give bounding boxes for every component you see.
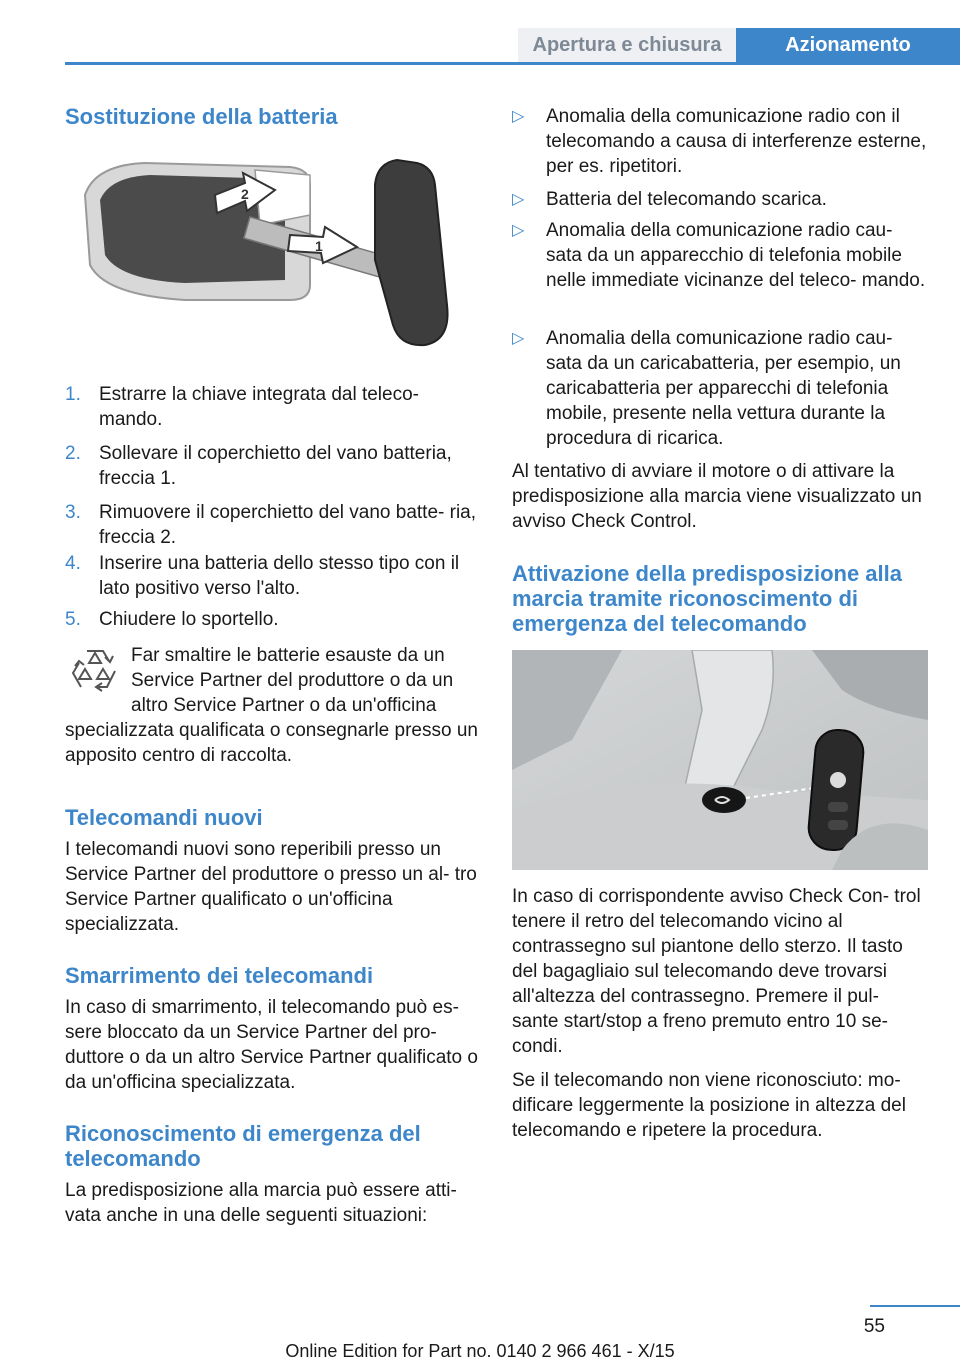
paragraph-new-remotes: I telecomandi nuovi sono reperibili presso un Service Partner del produttore o presso un al‐ tro Service Partner qualificato o un'officina specializzata. [65,839,477,935]
bullet-text: Anomalia della comunicazione radio cau‐ sata da un apparecchio di telefonia mobile nelle immediate vicinanze del teleco‐ mando. [546,220,926,291]
footer-edition: Online Edition for Part no. 0140 2 966 461 - X/15 [285,1341,675,1361]
bullet-text: Batteria del telecomando scarica. [546,189,827,210]
triangle-bullet-icon: ▷ [512,330,525,347]
list-number: 3. [65,502,81,523]
list-number: 4. [65,553,81,574]
svg-text:1: 1 [315,238,323,254]
header-chapter-tab[interactable]: Azionamento [736,28,960,62]
list-number: 5. [65,609,81,630]
heading-activation-emergency: Attivazione della predisposizione alla marcia tramite riconoscimento di emergenza del telecomando [512,561,902,636]
step-text: Estrarre la chiave integrata dal teleco‐ mando. [99,384,419,430]
heading-new-remotes: Telecomandi nuovi [65,805,263,830]
page-number: 55 [863,1316,885,1337]
triangle-bullet-icon: ▷ [512,191,525,208]
header-section-tab[interactable]: Apertura e chiusura [518,28,736,62]
key-battery-illustration [75,155,465,355]
list-number: 2. [65,443,81,464]
triangle-bullet-icon: ▷ [512,222,525,239]
recycle-note: Far smaltire le batterie esauste da un Service Partner del produttore o da un altro Service Partner o da un'officina specializzata qualificata o consegnarle presso un apposito centro di raccolta. [65,645,478,766]
triangle-bullet-icon: ▷ [512,108,525,125]
heading-battery-replacement: Sostituzione della batteria [65,104,338,129]
paragraph-check-control: Al tentativo di avviare il motore o di attivare la predisposizione alla marcia viene visualizzato un avviso Check Control. [512,461,922,532]
list-number: 1. [65,384,81,405]
steering-column-photo [512,650,928,870]
bullet-text: Anomalia della comunicazione radio cau‐ sata da un caricabatteria, per esempio, un caricabatteria per apparecchi di telefonia mobile, presente nella vettura durante la procedura di ricarica. [546,328,901,449]
heading-lost-remotes: Smarrimento dei telecomandi [65,963,374,988]
footer-rule [870,1305,960,1307]
paragraph-place-remote: In caso di corrispondente avviso Check Con‐ trol tenere il retro del telecomando vicino al contrassegno sul piantone dello sterzo. Il tasto del bagagliaio sul telecomando deve trovarsi all'altezza del contrassegno. Premere il pul‐ sante start/stop a freno premuto entro 10 se‐ condi. [512,886,921,1057]
step-text: Inserire una batteria dello stesso tipo con il lato positivo verso l'alto. [99,553,460,599]
bullet-text: Anomalia della comunicazione radio con il telecomando a causa di interferenze esterne, per es. ripetitori. [546,106,927,177]
paragraph-not-recognized: Se il telecomando non viene riconosciuto: mo‐ dificare leggermente la posizione in altezza del telecomando e ripetere la procedura. [512,1070,906,1141]
heading-emergency-recognition: Riconoscimento di emergenza del telecomando [65,1121,421,1171]
paragraph-emergency-recognition: La predisposizione alla marcia può essere atti‐ vata anche in una delle seguenti situazioni: [65,1180,457,1226]
paragraph-lost-remotes: In caso di smarrimento, il telecomando può es‐ sere bloccato da un Service Partner del pro‐ duttore o da un altro Service Partner qualificato o da un'officina specializzata. [65,997,478,1093]
step-text: Rimuovere il coperchietto del vano batte‐ ria, freccia 2. [99,502,477,548]
header-rule [65,62,960,65]
svg-text:2: 2 [241,186,249,202]
step-text: Sollevare il coperchietto del vano batteria, freccia 1. [99,443,452,489]
step-text: Chiudere lo sportello. [99,609,279,630]
